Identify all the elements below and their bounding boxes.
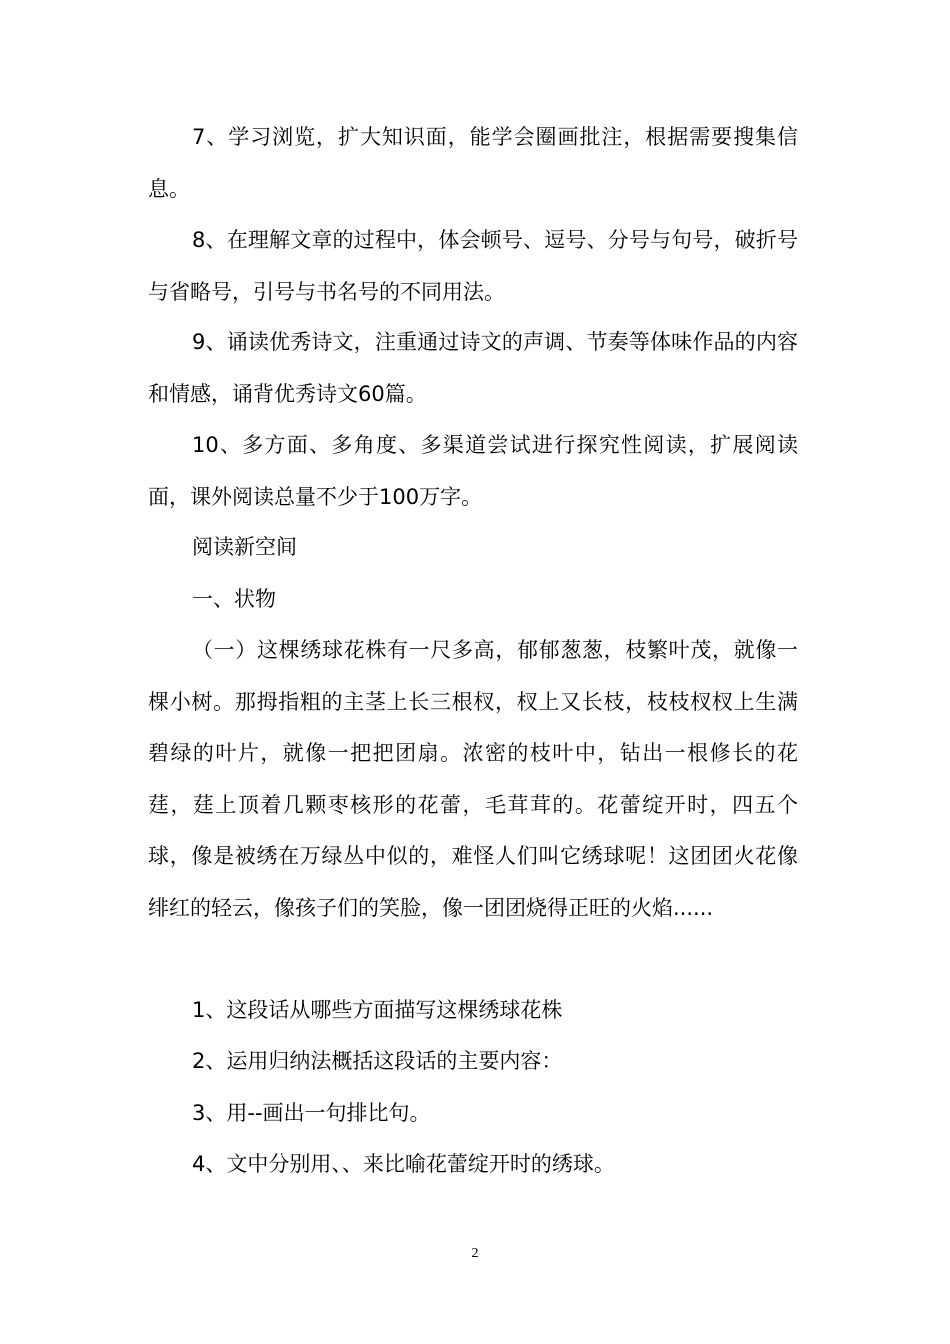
paragraph-item-7: 7、学习浏览，扩大知识面，能学会圈画批注，根据需要搜集信息。 <box>148 125 798 201</box>
page-number: 2 <box>471 1246 479 1261</box>
question-item-3: 3、用--画出一句排比句。 <box>192 1101 431 1125</box>
paragraph-item-10: 10、多方面、多角度、多渠道尝试进行探究性阅读，扩展阅读面，课外阅读总量不少于100万字。 <box>148 433 798 509</box>
question-item-1: 1、这段话从哪些方面描写这棵绣球花株 <box>192 998 563 1022</box>
reading-passage: （一）这棵绣球花株有一尺多高，郁郁葱葱，枝繁叶茂，就像一棵小树。那拇指粗的主茎上长三根杈，杈上又长枝，枝枝杈杈上生满碧绿的叶片，就像一把把团扇。浓密的枝叶中，钻出一根修长的花莛，莛上顶着几颗枣核形的花蕾，毛茸茸的。花蕾绽开时，四五个球，像是被绣在万绿丛中似的，难怪人们叫它绣球呢！这团团火花像绯红的轻云，像孩子们的笑脸，像一团团烧得正旺的火焰...... <box>148 638 798 920</box>
question-item-4: 4、文中分别用、、来比喻花蕾绽开时的绣球。 <box>192 1152 615 1176</box>
section-heading-reading-space: 阅读新空间 <box>192 535 297 559</box>
paragraph-item-9: 9、诵读优秀诗文，注重通过诗文的声调、节奏等体味作品的内容和情感，诵背优秀诗文60篇。 <box>148 330 798 406</box>
question-item-2: 2、运用归纳法概括这段话的主要内容： <box>192 1049 563 1073</box>
paragraph-item-8: 8、在理解文章的过程中，体会顿号、逗号、分号与句号，破折号与省略号，引号与书名号的不同用法。 <box>148 228 798 304</box>
section-heading-describing-objects: 一、状物 <box>192 587 276 611</box>
